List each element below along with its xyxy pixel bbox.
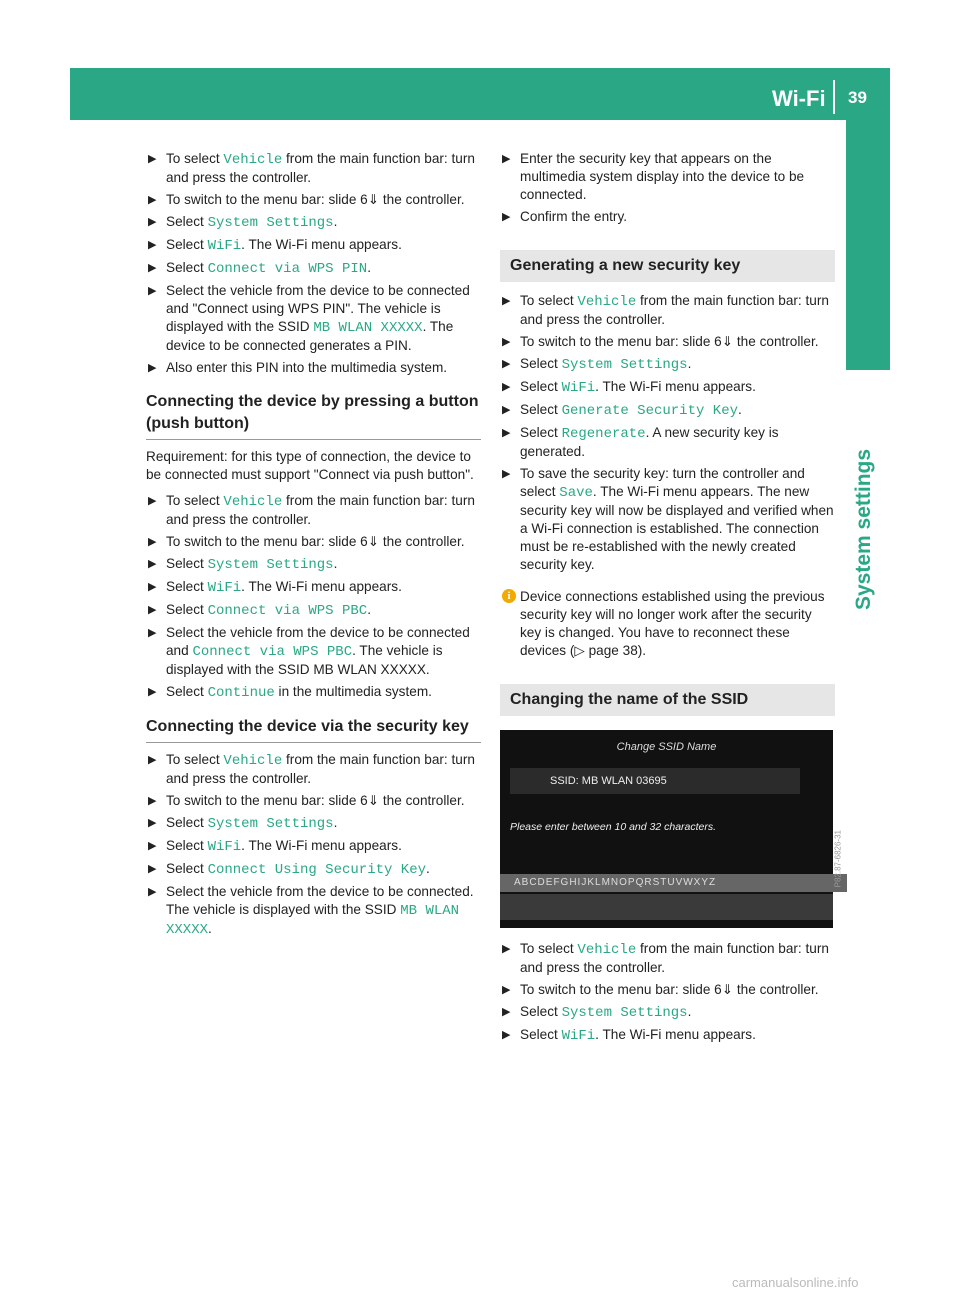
section-heading: Connecting the device by pressing a button (push button) (146, 391, 481, 440)
step-text: in the multimedia system. (274, 684, 432, 699)
section-heading: Connecting the device via the security key (146, 716, 481, 743)
ssid-screenshot (500, 730, 842, 928)
step-text: To select (166, 151, 224, 166)
step-text: Select the vehicle from the device to be connected. The vehicle is displayed with the SSID (166, 884, 474, 917)
step-text: To save the security key: turn the controller and select (520, 466, 805, 499)
step-arrow-icon: ▶ (148, 886, 157, 898)
step-text: . (208, 921, 212, 936)
step-text: Select (166, 861, 208, 876)
step-arrow-icon: ▶ (502, 358, 511, 370)
menu-command: MB WLAN XXXXX (166, 903, 460, 938)
step-item (146, 259, 481, 278)
step-text: To switch to the menu bar: slide 6⇓ the controller. (520, 334, 819, 349)
step-text: . (687, 356, 692, 371)
menu-command: Regenerate (561, 426, 646, 442)
step-text: . (367, 260, 371, 275)
step-text: Select (520, 1004, 562, 1019)
step-item (146, 601, 481, 620)
step-text: Also enter this PIN into the multimedia system. (166, 360, 448, 375)
step-text: Select (520, 356, 562, 371)
step-text: . The Wi-Fi menu appears. (241, 579, 402, 594)
step-text: . (333, 556, 338, 571)
step-arrow-icon: ▶ (148, 239, 157, 251)
step-item (146, 751, 481, 788)
step-text: Select (520, 425, 562, 440)
step-list (146, 751, 481, 939)
menu-command: Vehicle (577, 294, 637, 310)
step-list (146, 150, 481, 377)
step-arrow-icon: ▶ (502, 153, 511, 165)
step-arrow-icon: ▶ (502, 943, 511, 955)
header-divider (833, 80, 835, 114)
step-arrow-icon: ▶ (148, 817, 157, 829)
menu-command: WiFi (207, 839, 242, 855)
menu-command: MB WLAN XXXXX (313, 320, 423, 336)
step-text: Select the vehicle from the device to be connected and "Connect using WPS PIN". The vehicle is displayed with the SSID (166, 283, 470, 334)
step-text: Select (166, 237, 208, 252)
step-text: Select (166, 838, 208, 853)
step-arrow-icon: ▶ (148, 262, 157, 274)
step-item (146, 555, 481, 574)
step-text: from the main function bar: turn and press the controller. (166, 752, 475, 786)
step-text: Select (520, 402, 562, 417)
step-text: . A new security key is generated. (520, 425, 779, 459)
menu-command: System Settings (207, 215, 334, 231)
step-item (146, 191, 481, 209)
menu-command: System Settings (207, 557, 334, 573)
step-text: To select (166, 493, 224, 508)
menu-command: Vehicle (577, 942, 637, 958)
step-text: To switch to the menu bar: slide 6⇓ the controller. (520, 982, 819, 997)
step-arrow-icon: ▶ (148, 686, 157, 698)
step-text: To select (520, 941, 578, 956)
step-text: Select (166, 815, 208, 830)
menu-command: Connect via WPS PIN (207, 261, 368, 277)
step-arrow-icon: ▶ (502, 468, 511, 480)
step-text: . The Wi-Fi menu appears. (595, 1027, 756, 1042)
page-header (70, 68, 890, 120)
step-arrow-icon: ▶ (502, 1006, 511, 1018)
info-icon: i (502, 589, 516, 603)
info-text: Device connections established using the previous security key will no longer work after the security key is changed. You have to reconnect these devices (▷ page 38). (520, 589, 825, 658)
menu-command: Connect via WPS PBC (207, 603, 368, 619)
step-arrow-icon: ▶ (502, 211, 511, 223)
step-text: Select (166, 214, 208, 229)
step-text: To switch to the menu bar: slide 6⇓ the controller. (166, 192, 465, 207)
step-text: Select the vehicle from the device to be connected and (166, 625, 470, 658)
section-heading: Changing the name of the SSID (500, 684, 835, 716)
step-arrow-icon: ▶ (148, 604, 157, 616)
step-item (500, 1003, 835, 1022)
menu-command: Connect Using Security Key (207, 862, 426, 878)
menu-command: System Settings (207, 816, 334, 832)
step-arrow-icon: ▶ (148, 795, 157, 807)
step-arrow-icon: ▶ (148, 754, 157, 766)
step-text: Confirm the entry. (520, 209, 628, 224)
side-tab (846, 120, 890, 370)
step-item (500, 1026, 835, 1045)
step-text: . (738, 402, 742, 417)
step-arrow-icon: ▶ (148, 627, 157, 639)
menu-command: Save (559, 485, 593, 501)
step-item (146, 578, 481, 597)
step-list (146, 492, 481, 702)
step-item (146, 533, 481, 551)
step-item (500, 292, 835, 329)
step-text: . (426, 861, 430, 876)
menu-command: WiFi (561, 1028, 596, 1044)
step-item (500, 981, 835, 999)
step-item (500, 355, 835, 374)
menu-command: Vehicle (223, 152, 283, 168)
menu-command: WiFi (207, 580, 242, 596)
step-text: from the main function bar: turn and press the controller. (166, 151, 475, 185)
step-item (146, 624, 481, 679)
step-arrow-icon: ▶ (502, 984, 511, 996)
step-arrow-icon: ▶ (148, 840, 157, 852)
screen-hint: Please enter between 10 and 32 characters. (510, 821, 717, 833)
step-item (146, 837, 481, 856)
step-text: . The Wi-Fi menu appears. (241, 237, 402, 252)
step-list (500, 292, 835, 574)
step-text: Select (166, 260, 208, 275)
step-item (146, 814, 481, 833)
menu-command: WiFi (207, 238, 242, 254)
step-arrow-icon: ▶ (502, 295, 511, 307)
step-text: To select (166, 752, 224, 767)
step-text: . (687, 1004, 692, 1019)
step-arrow-icon: ▶ (502, 427, 511, 439)
step-list (500, 150, 835, 226)
step-item (500, 424, 835, 461)
screen-keyboard: ABCDEFGHIJKLMNOPQRSTUVWXYZ (500, 874, 847, 892)
screen-ssid-field: SSID: MB WLAN 03695 (510, 768, 800, 794)
step-list (500, 940, 835, 1045)
menu-command: Vehicle (223, 494, 283, 510)
watermark: carmanualsonline.info (732, 1275, 859, 1290)
step-text: from the main function bar: turn and press the controller. (166, 493, 475, 527)
step-text: from the main function bar: turn and press the controller. (520, 941, 829, 975)
info-note (500, 588, 835, 660)
step-text: . The Wi-Fi menu appears. (241, 838, 402, 853)
figure-id: P82.87-6826-31 (833, 830, 842, 888)
chapter-label: System settings (852, 448, 875, 610)
step-item (500, 465, 835, 574)
step-item (500, 150, 835, 204)
section-heading: Generating a new security key (500, 250, 835, 282)
step-arrow-icon: ▶ (502, 404, 511, 416)
step-text: . The device to be connected generates a PIN. (166, 319, 454, 353)
left-column (146, 150, 481, 943)
step-arrow-icon: ▶ (148, 153, 157, 165)
step-text: . The Wi-Fi menu appears. (595, 379, 756, 394)
menu-command: System Settings (561, 1005, 688, 1021)
step-item (146, 860, 481, 879)
right-column (500, 150, 842, 1049)
step-item (146, 213, 481, 232)
step-item (500, 208, 835, 226)
step-item (500, 940, 835, 977)
step-arrow-icon: ▶ (148, 495, 157, 507)
menu-command: Continue (207, 685, 275, 701)
step-text: To switch to the menu bar: slide 6⇓ the controller. (166, 534, 465, 549)
step-item (500, 378, 835, 397)
step-text: To switch to the menu bar: slide 6⇓ the controller. (166, 793, 465, 808)
step-text: Select (166, 684, 208, 699)
step-text: . The Wi-Fi menu appears. The new security key will now be displayed and verified when a Wi-Fi connection is established. The connection must be re-established with the newly created security key. (520, 484, 834, 572)
step-text: . (367, 602, 371, 617)
step-text: from the main function bar: turn and press the controller. (520, 293, 829, 327)
step-item (146, 150, 481, 187)
step-item (146, 359, 481, 377)
requirement-text: Requirement: for this type of connection, the device to be connected must support "Connect via push button". (146, 449, 474, 482)
step-arrow-icon: ▶ (148, 558, 157, 570)
step-arrow-icon: ▶ (148, 194, 157, 206)
step-item (146, 883, 481, 939)
step-arrow-icon: ▶ (502, 381, 511, 393)
step-arrow-icon: ▶ (502, 1029, 511, 1041)
step-text: . (333, 815, 338, 830)
step-text: Enter the security key that appears on the multimedia system display into the device to be connected. (520, 151, 805, 202)
screen-title: Change SSID Name (616, 741, 717, 753)
step-arrow-icon: ▶ (148, 581, 157, 593)
menu-command: Connect via WPS PBC (192, 644, 353, 660)
step-arrow-icon: ▶ (148, 285, 157, 297)
step-text: To select (520, 293, 578, 308)
step-text: Select (520, 379, 562, 394)
step-text: Select (166, 579, 208, 594)
step-arrow-icon: ▶ (148, 362, 157, 374)
step-text: Select (166, 602, 208, 617)
step-item (500, 401, 835, 420)
step-item (146, 792, 481, 810)
step-arrow-icon: ▶ (148, 863, 157, 875)
step-arrow-icon: ▶ (148, 216, 157, 228)
step-arrow-icon: ▶ (502, 336, 511, 348)
step-item (146, 492, 481, 529)
menu-command: Generate Security Key (561, 403, 738, 419)
menu-command: WiFi (561, 380, 596, 396)
step-text: Select (166, 556, 208, 571)
step-text: Select (520, 1027, 562, 1042)
section-title: Wi-Fi (772, 86, 826, 111)
step-item (500, 333, 835, 351)
step-text: . (333, 214, 338, 229)
menu-command: System Settings (561, 357, 688, 373)
step-item (146, 683, 481, 702)
page-number: 39 (848, 88, 867, 107)
screen-toolbar (500, 894, 833, 920)
step-item (146, 282, 481, 355)
step-item (146, 236, 481, 255)
menu-command: Vehicle (223, 753, 283, 769)
step-arrow-icon: ▶ (148, 536, 157, 548)
step-text: . The vehicle is displayed with the SSID MB WLAN XXXXX. (166, 643, 443, 677)
